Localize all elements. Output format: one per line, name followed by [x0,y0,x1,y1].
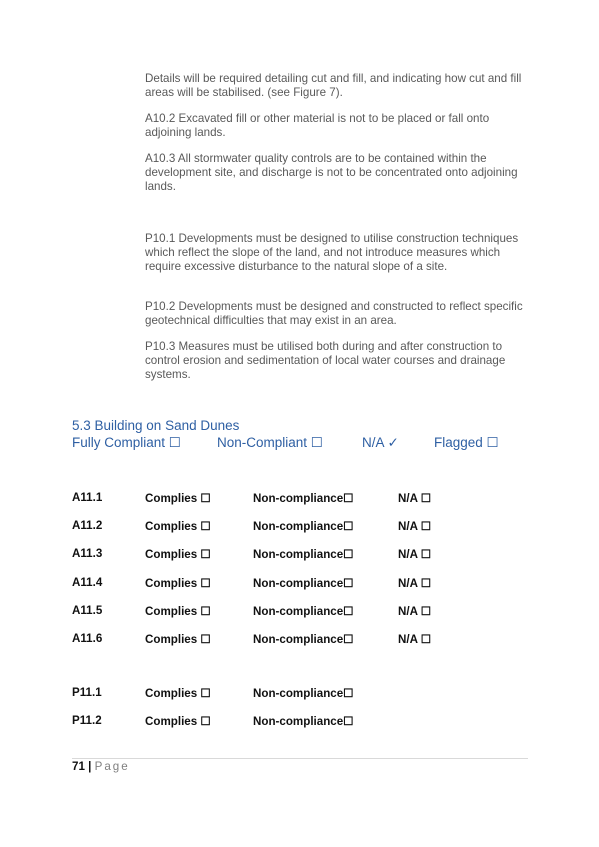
complies-checkbox[interactable]: Complies ☐ [145,605,211,618]
row-code: P11.2 [72,714,102,727]
page-label: Page [94,760,130,773]
row-code: A11.4 [72,576,103,589]
complies-checkbox[interactable]: Complies ☐ [145,577,211,590]
complies-checkbox[interactable]: Complies ☐ [145,548,211,561]
complies-checkbox[interactable]: Complies ☐ [145,687,211,700]
paragraph-a10-3: A10.3 All stormwater quality controls are to be contained within the development site, and discharge is not to be concentrated onto adjoining lands. [145,152,518,193]
page-footer [72,760,130,773]
non-compliance-checkbox[interactable]: Non-compliance☐ [253,633,354,646]
paragraph-p10-1: P10.1 Developments must be designed to utilise construction techniques which reflect the slope of the land, and not introduce measures which require excessive disturbance to the natural slope of a site. [145,232,519,273]
non-compliant-checkbox[interactable]: Non-Compliant ☐ [217,435,323,450]
na-row-checkbox[interactable]: N/A ☐ [398,492,432,505]
paragraph-p10-2: P10.2 Developments must be designed and constructed to reflect specific geotechnical difficulties that may exist in an area. [145,300,523,327]
compliance-row-p11-1 [72,686,472,702]
paragraph-cut-fill: Details will be required detailing cut and fill, and indicating how cut and fill areas will be stabilised. (see Figure 7). [145,72,522,99]
fully-compliant-checkbox[interactable]: Fully Compliant ☐ [72,435,181,450]
non-compliance-checkbox[interactable]: Non-compliance☐ [253,605,354,618]
row-code: A11.3 [72,547,103,560]
non-compliance-checkbox[interactable]: Non-compliance☐ [253,687,354,700]
paragraph-p10-3: P10.3 Measures must be utilised both during and after construction to control erosion and sedimentation of local water courses and drainage systems. [145,340,506,381]
na-row-checkbox[interactable]: N/A ☐ [398,605,432,618]
row-code: A11.2 [72,519,103,532]
section-heading: 5.3 Building on Sand Dunes [72,418,240,433]
compliance-row-a11-6 [72,632,472,648]
non-compliance-checkbox[interactable]: Non-compliance☐ [253,715,354,728]
complies-checkbox[interactable]: Complies ☐ [145,520,211,533]
non-compliance-checkbox[interactable]: Non-compliance☐ [253,577,354,590]
non-compliance-checkbox[interactable]: Non-compliance☐ [253,492,354,505]
na-row-checkbox[interactable]: N/A ☐ [398,633,432,646]
compliance-row-a11-2 [72,519,472,535]
na-row-checkbox[interactable]: N/A ☐ [398,577,432,590]
row-code: P11.1 [72,686,102,699]
na-checkbox[interactable]: N/A ✓ [362,435,399,450]
flagged-checkbox[interactable]: Flagged ☐ [434,435,499,450]
complies-checkbox[interactable]: Complies ☐ [145,715,211,728]
compliance-row-a11-3 [72,547,472,563]
compliance-status-row [72,435,542,453]
compliance-row-a11-1 [72,491,472,507]
compliance-row-a11-5 [72,604,472,620]
compliance-row-a11-4 [72,576,472,592]
footer-separator: | [88,760,92,773]
non-compliance-checkbox[interactable]: Non-compliance☐ [253,520,354,533]
na-row-checkbox[interactable]: N/A ☐ [398,520,432,533]
complies-checkbox[interactable]: Complies ☐ [145,492,211,505]
row-code: A11.1 [72,491,103,504]
compliance-row-p11-2 [72,714,472,730]
non-compliance-checkbox[interactable]: Non-compliance☐ [253,548,354,561]
footer-divider [72,758,528,759]
row-code: A11.6 [72,632,103,645]
row-code: A11.5 [72,604,103,617]
page-number: 71 [72,760,85,773]
na-row-checkbox[interactable]: N/A ☐ [398,548,432,561]
paragraph-a10-2: A10.2 Excavated fill or other material is not to be placed or fall onto adjoining lands. [145,112,490,139]
complies-checkbox[interactable]: Complies ☐ [145,633,211,646]
